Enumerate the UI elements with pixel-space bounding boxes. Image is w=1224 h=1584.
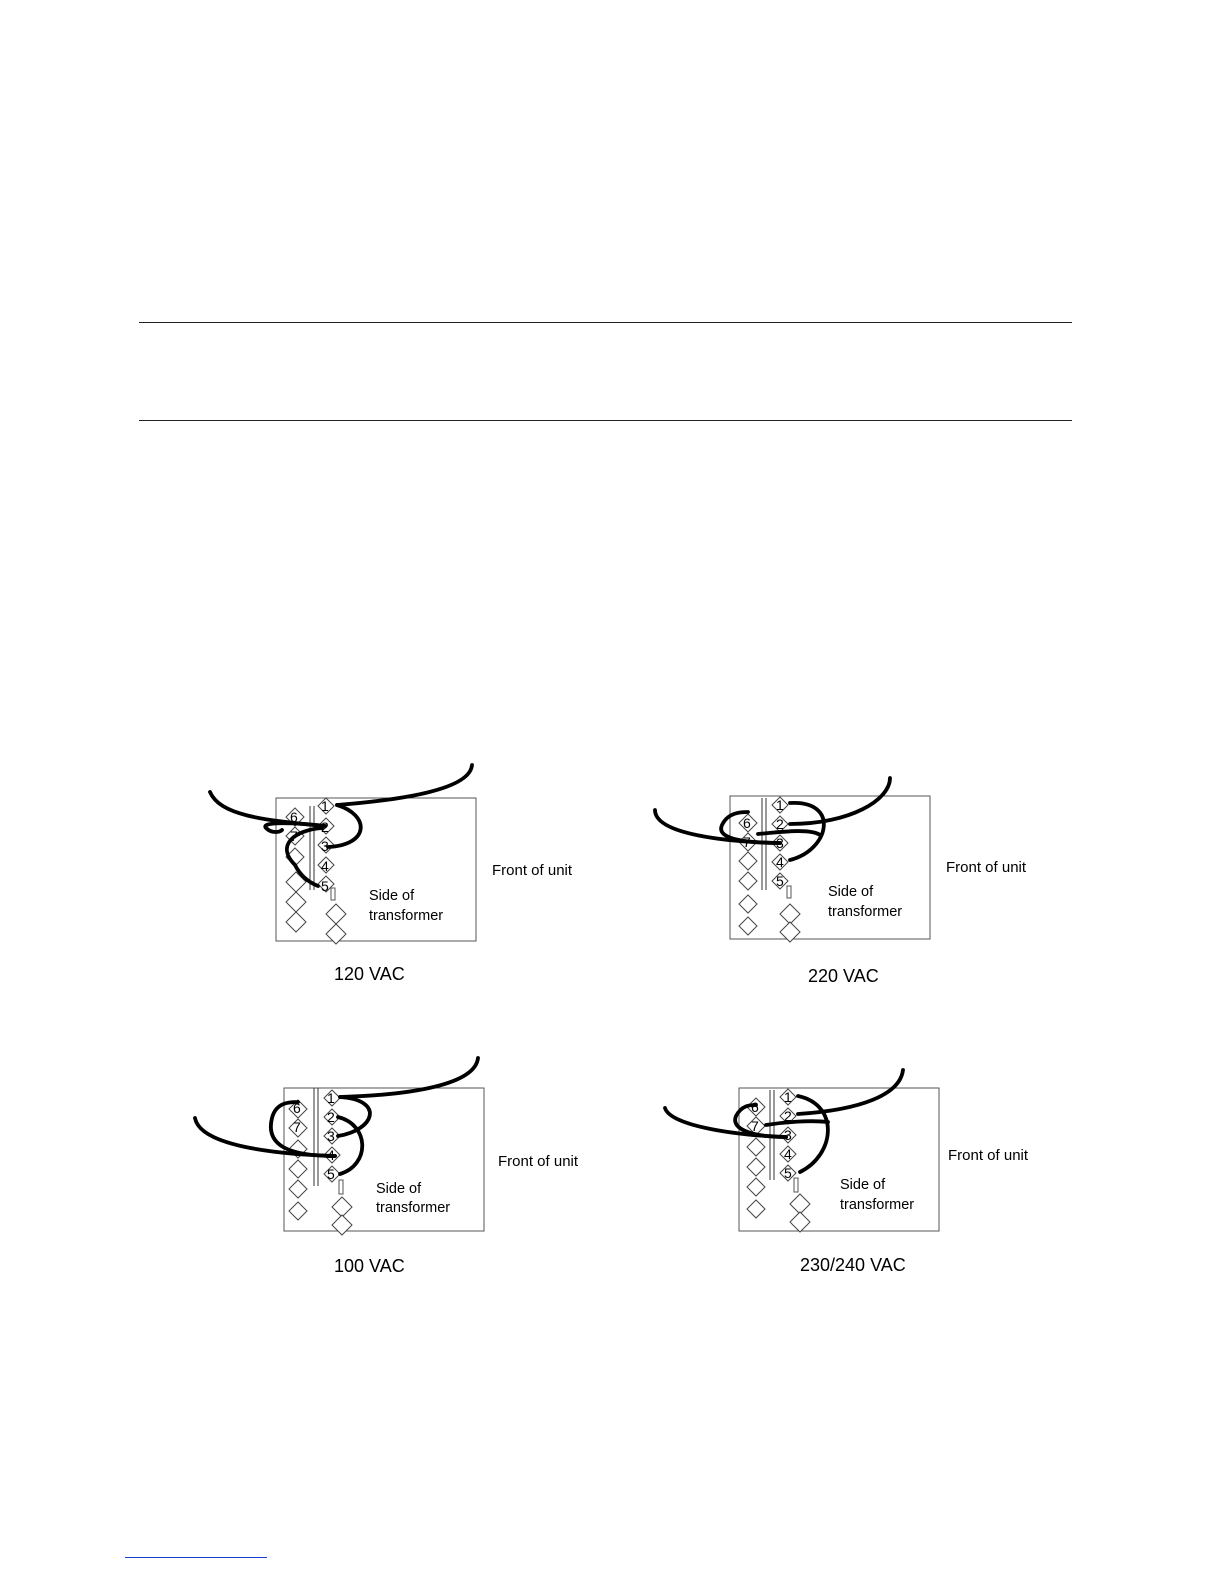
pin-label-1: 1: [321, 798, 329, 814]
wire: [790, 778, 890, 824]
terminal-blank: [289, 1160, 307, 1178]
wire: [798, 1096, 828, 1172]
diagram-230-240vac: [660, 1050, 1100, 1290]
wire: [665, 1108, 786, 1137]
terminal-blank: [747, 1158, 765, 1176]
terminal-blank: [289, 1180, 307, 1198]
side-of-transformer-label: Side of: [828, 884, 874, 900]
diagram-100vac: [190, 1050, 630, 1290]
pin-label-3: 3: [784, 1127, 792, 1143]
front-of-unit-label: Front of unit: [946, 859, 1027, 876]
pin-label-5: 5: [321, 878, 329, 894]
terminal-blank: [326, 904, 346, 924]
diagram-220vac-svg: [650, 760, 1090, 1000]
pin-label-5: 5: [776, 873, 784, 889]
pin-label-6: 6: [743, 815, 751, 831]
pin-label-7: 7: [743, 834, 751, 850]
pin-label-6: 6: [290, 809, 298, 825]
terminal-blank: [332, 1215, 352, 1235]
terminal-blank: [286, 892, 306, 912]
side-of-transformer-label: transformer: [376, 1200, 451, 1216]
diagram-220vac: [650, 760, 1090, 1000]
pin-label-3: 3: [321, 838, 329, 854]
pin-label-2: 2: [321, 819, 329, 835]
bottom-rule: [139, 420, 1072, 421]
side-of-transformer-label: Side of: [369, 888, 415, 904]
side-of-transformer-label: transformer: [828, 904, 903, 920]
pin-label-4: 4: [776, 854, 784, 870]
terminal-blank: [747, 1178, 765, 1196]
wire: [338, 1117, 362, 1174]
pin-label-3: 3: [776, 835, 784, 851]
terminal-blank: [790, 1194, 810, 1214]
diagram-230-240vac-svg: [660, 1050, 1100, 1290]
terminal-blank: [286, 912, 306, 932]
side-of-transformer-label: Side of: [840, 1177, 886, 1193]
terminal-blank: [747, 1200, 765, 1218]
wire: [655, 810, 780, 843]
terminal-blank: [780, 904, 800, 924]
pin-label-2: 2: [776, 816, 784, 832]
terminal-tab: [339, 1180, 343, 1194]
pin-label-7: 7: [751, 1118, 759, 1134]
terminal-tab: [794, 1178, 798, 1192]
diagram-120vac-svg: [200, 760, 640, 1000]
pin-label-5: 5: [327, 1166, 335, 1182]
pin-label-6: 6: [751, 1099, 759, 1115]
voltage-caption: 230/240 VAC: [800, 1255, 906, 1275]
front-of-unit-label: Front of unit: [948, 1147, 1029, 1164]
pin-label-4: 4: [327, 1147, 335, 1163]
terminal-blank: [739, 872, 757, 890]
diagram-100vac-svg: [190, 1050, 630, 1290]
pin-label-5: 5: [784, 1165, 792, 1181]
top-rule: [139, 322, 1072, 323]
wire: [340, 1058, 478, 1097]
wire: [798, 1070, 903, 1114]
terminal-blank: [289, 1202, 307, 1220]
terminal-blank: [747, 1138, 765, 1156]
wire: [758, 831, 820, 835]
side-of-transformer-label: transformer: [840, 1197, 915, 1213]
terminal-tab: [787, 886, 791, 898]
terminal-blank: [739, 917, 757, 935]
voltage-caption: 120 VAC: [334, 964, 405, 984]
side-of-transformer-label: Side of: [376, 1181, 422, 1197]
terminal-blank: [739, 852, 757, 870]
front-of-unit-label: Front of unit: [498, 1153, 579, 1170]
pin-label-2: 2: [327, 1109, 335, 1125]
terminal-blank: [739, 895, 757, 913]
pin-label-4: 4: [784, 1146, 792, 1162]
pin-label-7: 7: [293, 1119, 301, 1135]
side-of-transformer-label: transformer: [369, 908, 444, 924]
pin-label-1: 1: [776, 797, 784, 813]
pin-label-7: 7: [290, 828, 298, 844]
wire: [210, 792, 325, 826]
terminal-blank: [790, 1212, 810, 1232]
terminal-tab: [331, 888, 335, 900]
voltage-caption: 220 VAC: [808, 966, 879, 986]
pin-label-3: 3: [327, 1128, 335, 1144]
footnote-rule: [125, 1557, 267, 1558]
pin-label-6: 6: [293, 1100, 301, 1116]
wire: [766, 1121, 828, 1125]
front-of-unit-label: Front of unit: [492, 862, 573, 879]
pin-label-1: 1: [327, 1090, 335, 1106]
voltage-caption: 100 VAC: [334, 1256, 405, 1276]
diagram-120vac: [200, 760, 640, 1000]
pin-label-2: 2: [784, 1108, 792, 1124]
terminal-blank: [332, 1197, 352, 1217]
wire: [337, 765, 472, 805]
pin-label-1: 1: [784, 1089, 792, 1105]
pin-label-4: 4: [321, 858, 329, 874]
